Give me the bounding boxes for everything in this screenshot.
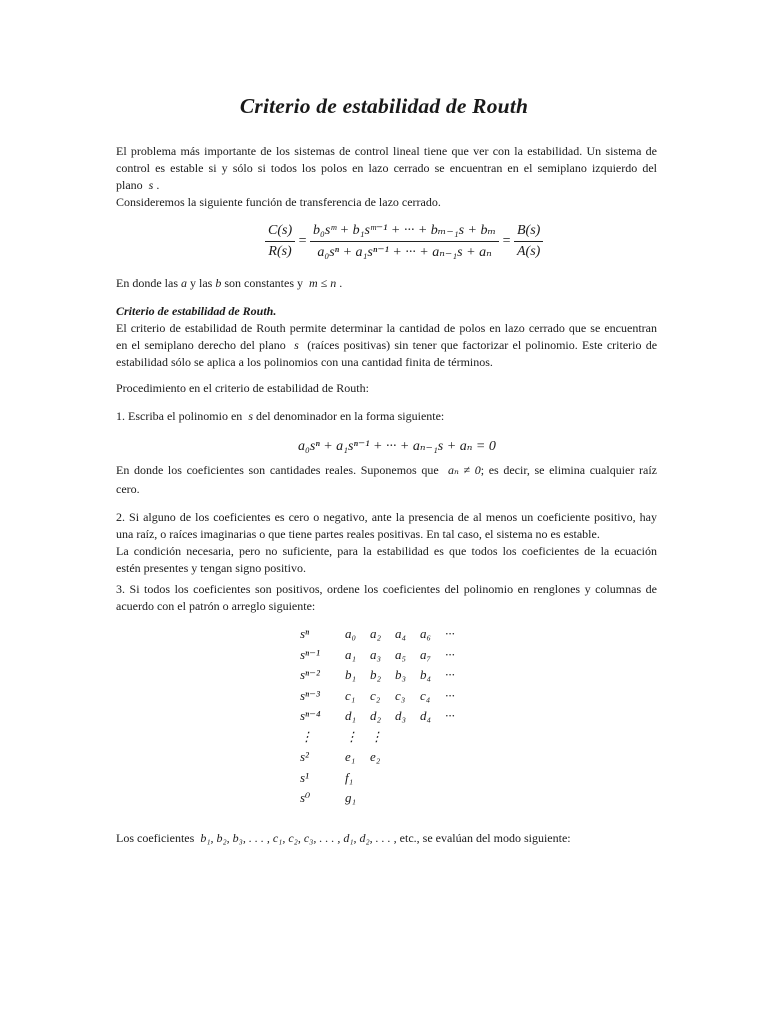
routh-power-label: sⁿ — [300, 626, 310, 641]
step-1 — [116, 408, 657, 425]
step-2-line: una raíz, o raíces imaginarias o que tiene partes reales positivas. En tal caso, el sistema no es estable. — [116, 527, 600, 541]
text: En donde los coeficientes son cantidades reales. Suponemos que — [116, 463, 439, 477]
step-3 — [116, 581, 657, 615]
routh-power-label: ⋮ — [300, 728, 313, 744]
routh-power-label: sⁿ⁻⁴ — [300, 708, 321, 723]
characteristic-equation: a₀sⁿ + a₁sⁿ⁻¹ + ··· + aₙ₋₁s + aₙ = 0 — [298, 439, 496, 454]
rhs-denominator: A(s) — [517, 244, 541, 259]
routh-coefficient: c₄ — [420, 687, 431, 703]
section-line: El criterio de estabilidad de Routh permite determinar la cantidad de polos en lazo cerrado que se encuentran — [116, 321, 657, 335]
routh-coefficient: e₂ — [370, 749, 381, 764]
text: . — [156, 178, 160, 192]
intro-paragraph — [116, 143, 657, 211]
routh-coefficient: d₃ — [395, 708, 407, 723]
routh-coefficient: a₆ — [420, 626, 432, 641]
variable-s: s — [248, 409, 253, 423]
condition-an-nonzero: aₙ ≠ 0 — [447, 463, 481, 477]
routh-coefficient: ··· — [445, 626, 455, 641]
criterion-section — [116, 303, 657, 371]
step-1-note — [116, 462, 657, 498]
coefficient-list: b₁, b₂, b₃, . . . , c₁, c₂, c₃, . . . , d₁, d₂, . . . , — [200, 831, 397, 845]
transfer-function-equation — [265, 222, 543, 261]
condition-m-le-n: m ≤ n — [309, 276, 337, 290]
routh-coefficient: f₁ — [345, 769, 354, 785]
step-2-line: La condición necesaria, pero no suficiente, para la estabilidad es que todos los coeficientes de la ecuación — [116, 544, 657, 558]
rhs-numerator: B(s) — [514, 223, 543, 242]
routh-coefficient: b₁ — [345, 667, 357, 682]
routh-coefficient: d₁ — [345, 708, 357, 723]
variable-b: b — [215, 276, 222, 290]
routh-coefficient: a₂ — [370, 626, 382, 641]
mid-fraction — [310, 222, 499, 261]
text: etc., se evalúan del modo siguiente: — [399, 831, 571, 845]
closing-text — [116, 830, 657, 847]
text: en el semiplano derecho del plano — [116, 338, 286, 352]
routh-coefficient: b₄ — [420, 667, 432, 682]
routh-power-label: sⁿ⁻³ — [300, 687, 320, 703]
routh-coefficient: c₁ — [345, 687, 356, 703]
routh-power-label: sⁿ⁻² — [300, 667, 320, 682]
text: del denominador en la forma siguiente: — [255, 409, 445, 423]
intro-line: Consideremos la siguiente función de transferencia de lazo cerrado. — [116, 195, 441, 209]
routh-coefficient: b₃ — [395, 667, 407, 682]
routh-power-label: s⁰ — [300, 790, 311, 805]
step-1-note-line: cero. — [116, 482, 140, 496]
intro-line — [116, 177, 657, 194]
routh-power-label: s² — [300, 749, 309, 764]
routh-coefficient: ··· — [445, 646, 455, 662]
step-1-line — [116, 408, 657, 425]
step-3-line: acuerdo con el patrón o arreglo siguiente: — [116, 599, 316, 613]
procedure-heading-text: Procedimiento en el criterio de estabilidad de Routh: — [116, 381, 369, 395]
text: y las — [190, 276, 213, 290]
variable-a: a — [181, 276, 187, 290]
routh-coefficient: a₁ — [345, 646, 357, 662]
mid-denominator: a₀sⁿ + a₁sⁿ⁻¹ + ··· + aₙ₋₁s + aₙ — [317, 245, 492, 260]
intro-line: control es estable si y sólo si todos los polos en lazo cerrado se encuentran en el semiplano izquierdo del — [116, 161, 657, 175]
routh-coefficient: a₇ — [420, 646, 432, 662]
equals-sign: = — [298, 233, 307, 249]
section-line — [116, 337, 657, 354]
text: plano — [116, 178, 143, 192]
routh-coefficient: ··· — [445, 667, 455, 682]
routh-coefficient: a₀ — [345, 626, 357, 641]
text: Los coeficientes — [116, 831, 195, 845]
text: . — [339, 276, 343, 290]
routh-coefficient: g₁ — [345, 790, 357, 805]
routh-coefficient: ⋮ — [370, 728, 383, 744]
text: son constantes y — [224, 276, 303, 290]
constants-line — [116, 275, 657, 292]
text: 1. Escriba el polinomio en — [116, 409, 243, 423]
routh-coefficient: a₄ — [395, 626, 407, 641]
step-2-line: estén presentes y tengan signo positivo. — [116, 561, 306, 575]
section-heading-text: Criterio de estabilidad de Routh. — [116, 304, 277, 318]
step-2-line: 2. Si alguno de los coeficientes es cero o negativo, ante la presencia de al menos un coeficiente positivo, hay — [116, 510, 657, 524]
rhs-fraction — [514, 223, 543, 260]
lhs-numerator: C(s) — [265, 223, 295, 242]
variable-s: s — [294, 338, 299, 352]
routh-coefficient: b₂ — [370, 667, 382, 682]
variable-s: s — [148, 178, 154, 192]
lhs-denominator: R(s) — [268, 244, 292, 259]
step-1-note-line — [116, 462, 657, 479]
intro-line: El problema más importante de los sistemas de control lineal tiene que ver con la estabilidad. Un sistema de — [116, 144, 657, 158]
section-heading — [116, 303, 657, 320]
routh-coefficient: a₅ — [395, 646, 407, 662]
procedure-heading — [116, 380, 657, 397]
routh-coefficient: d₂ — [370, 708, 382, 723]
section-line: estabilidad sólo se aplica a los polinomios con una cantidad finita de términos. — [116, 355, 493, 369]
text: En donde las — [116, 276, 178, 290]
mid-numerator: b₀sᵐ + b₁sᵐ⁻¹ + ··· + bₘ₋₁s + bₘ — [310, 222, 499, 242]
page-title: Criterio de estabilidad de Routh — [239, 94, 529, 118]
routh-coefficient: a₃ — [370, 646, 382, 662]
routh-coefficient: c₃ — [395, 687, 406, 703]
routh-power-label: sⁿ⁻¹ — [300, 646, 320, 662]
lhs-fraction — [265, 223, 295, 260]
closing-line — [116, 830, 657, 847]
routh-coefficient: c₂ — [370, 687, 381, 703]
text: (raíces positivas) sin tener que factorizar el polinomio. Este criterio de — [307, 338, 658, 352]
routh-coefficient: ··· — [445, 687, 455, 703]
constants-note — [116, 275, 657, 292]
step-3-line: 3. Si todos los coeficientes son positivos, ordene los coeficientes del polinomio en renglones y columnas de — [116, 582, 657, 596]
routh-coefficient: d₄ — [420, 708, 432, 723]
equals-sign: = — [502, 233, 511, 249]
routh-power-label: s¹ — [300, 769, 309, 785]
routh-coefficient: ⋮ — [345, 728, 358, 744]
routh-coefficient: e₁ — [345, 749, 356, 764]
text: ; es decir, se elimina cualquier raíz — [480, 463, 657, 477]
step-2 — [116, 509, 657, 577]
routh-coefficient: ··· — [445, 708, 455, 723]
